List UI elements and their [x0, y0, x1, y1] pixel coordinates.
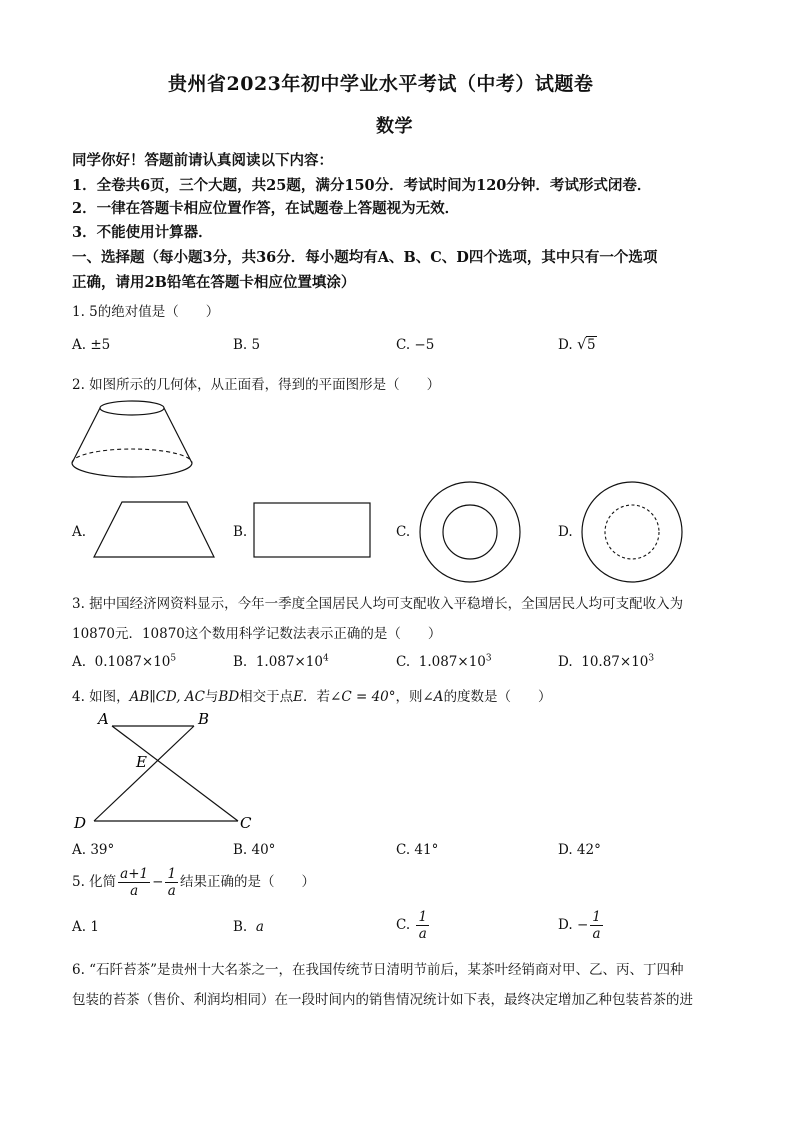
- subject-title: 数学: [376, 116, 413, 137]
- question-6-stem-cont: 包装的苔茶（售价、利润均相同）在一段时间内的销售情况统计如下表，最终决定增加乙种包装苔茶的进: [72, 992, 693, 1008]
- fraction: $\frac{1}{a}$: [167, 866, 177, 899]
- fraction: $\frac{1}{a}$: [418, 909, 428, 942]
- q4-option-a: A. 39°: [72, 842, 115, 858]
- section-heading-cont: 正确，请用2B铅笔在答题卡相应位置填涂）: [72, 274, 356, 291]
- q3-option-b: B. $1.087\times 10^4$: [233, 653, 329, 670]
- q1-option-b: B. 5: [233, 337, 261, 353]
- question-4-stem: 4. 如图，AB∥CD, AC与BD相交于点E．若∠C = 40°，则∠A的度数是（ ）: [72, 689, 552, 705]
- fraction: $\frac{1}{a}$: [592, 909, 601, 942]
- q5-option-c: C. $\frac{1}{a}$: [396, 909, 428, 942]
- q3-option-a: A. $0.1087\times 10^5$: [72, 653, 177, 670]
- intersecting-lines-figure: [70, 708, 270, 838]
- q2-option-c: C.: [396, 524, 411, 540]
- question-3-stem-cont: 10870元．10870这个数用科学记数法表示正确的是（ ）: [72, 626, 442, 642]
- section-heading: 一、选择题（每小题3分，共36分．每小题均有A、B、C、D四个选项，其中只有一个选项: [72, 249, 658, 266]
- q1-option-a: A. ±5: [72, 337, 111, 353]
- point-e-label: E: [136, 753, 147, 771]
- point-d-label: D: [74, 814, 87, 832]
- question-6-stem: 6. “石阡苔茶”是贵州十大名茶之一，在我国传统节日清明节前后，某茶叶经销商对甲、乙、丙、丁四种: [72, 962, 684, 978]
- q4-option-c: C. 41°: [396, 842, 439, 858]
- sqrt-symbol: √ 5: [576, 335, 596, 353]
- question-3-stem: 3. 据中国经济网资料显示，今年一季度全国居民人均可支配收入平稳增长，全国居民人均可支配收入为: [72, 596, 684, 612]
- question-5-stem: 5. 化简 $\frac{a+1}{a}$ − $\frac{1}{a}$ 结果正确的是（ ）: [72, 866, 316, 899]
- instructions-greeting: 同学你好！答题前请认真阅读以下内容：: [72, 152, 333, 169]
- q1-option-c: C. −5: [396, 337, 435, 353]
- q3-option-c: C. $1.087\times 10^3$: [396, 653, 492, 670]
- q1-option-d: D. √ 5: [558, 335, 596, 353]
- q4-option-b: B. 40°: [233, 842, 276, 858]
- fraction: $\frac{a+1}{a}$: [120, 866, 149, 899]
- rectangle-shape: [253, 502, 371, 558]
- q2-option-a: A.: [72, 524, 87, 540]
- q3-option-d: D. $10.87\times 10^3$: [558, 653, 655, 670]
- instruction-item: 3．不能使用计算器．: [72, 224, 213, 241]
- point-c-label: C: [240, 814, 252, 832]
- concentric-circles-solid: [418, 480, 522, 584]
- question-1-stem: 1. 5的绝对值是（ ）: [72, 304, 220, 320]
- instruction-item: 2．一律在答题卡相应位置作答，在试题卷上答题视为无效．: [72, 200, 460, 217]
- q5-option-d: D. − $\frac{1}{a}$: [558, 909, 601, 942]
- concentric-circles-dashed: [580, 480, 684, 584]
- point-b-label: B: [198, 710, 210, 728]
- q5-option-a: A. 1: [72, 919, 99, 935]
- q5-option-b: B. a: [233, 919, 264, 935]
- instruction-item: 1．全卷共6页，三个大题，共25题，满分150分．考试时间为120分钟．考试形式闭卷．: [72, 177, 652, 194]
- q2-option-b: B.: [233, 524, 248, 540]
- question-2-stem: 2. 如图所示的几何体，从正面看，得到的平面图形是（ ）: [72, 377, 441, 393]
- trapezoid-shape: [92, 500, 217, 560]
- q2-option-d: D.: [558, 524, 573, 540]
- frustum-figure: [70, 397, 195, 482]
- q4-option-d: D. 42°: [558, 842, 601, 858]
- point-a-label: A: [98, 710, 109, 728]
- exam-title: 贵州省2023年初中学业水平考试（中考）试题卷: [168, 73, 594, 95]
